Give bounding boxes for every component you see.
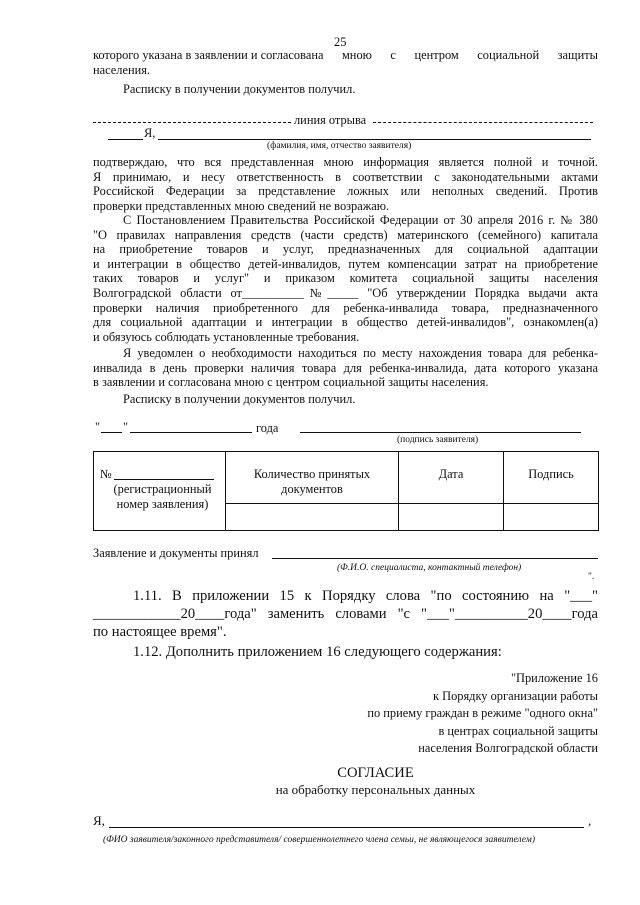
reg-number-header bbox=[100, 467, 225, 482]
appendix-line: "Приложение 16 bbox=[510, 671, 598, 685]
confirm-line: проверки представленных мною сведений не возражаю. bbox=[93, 198, 390, 213]
month-line bbox=[130, 432, 252, 433]
sign-header-cell: Подпись bbox=[504, 452, 599, 504]
date-quote-open: " bbox=[95, 420, 101, 434]
decree-paragraph bbox=[93, 213, 598, 344]
confirm-line: Я принимаю, и несу ответственность в соответствии с законодательными актами bbox=[93, 169, 598, 184]
tear-dash-right bbox=[373, 122, 593, 123]
fio-caption: (фамилия, имя, отчество заявителя) bbox=[267, 141, 412, 151]
day-line bbox=[101, 432, 122, 433]
decree-line: для социальной адаптации и интеграции в общество детей-инвалидов", ознакомлен(а) bbox=[93, 315, 598, 330]
reg-caption-2: номер заявления) bbox=[116, 497, 209, 511]
amendment-1-12: 1.12. Дополнить приложением 16 следующего содержания: bbox=[133, 644, 502, 660]
reg-number-cell bbox=[94, 452, 226, 531]
fio-caption-2: (ФИО заявителя/законного представителя/ совершеннолетнего члена семьи, не являющегося заявителем) bbox=[103, 835, 536, 845]
text-fragment: мною bbox=[341, 48, 372, 62]
notice-paragraph bbox=[93, 346, 598, 390]
ya-label: Я, bbox=[144, 126, 156, 140]
fio-line bbox=[158, 139, 591, 140]
reg-number-line bbox=[114, 479, 214, 480]
year-word: года bbox=[256, 421, 279, 435]
text-fragment: социальной bbox=[477, 48, 540, 62]
decree-line: и интеграции в общество детей-инвалидов, путем компенсации затрат на приобретение bbox=[93, 256, 598, 271]
appendix-header bbox=[300, 670, 598, 758]
signature-caption: (подпись заявителя) bbox=[397, 435, 479, 445]
receipt-text-2: Расписку в получении документов получил. bbox=[123, 392, 356, 406]
qty-value-cell bbox=[226, 504, 399, 531]
decree-line: "О правилах направления средств (части средств) материнского (семейного) капитала bbox=[93, 227, 598, 242]
qty-header-1: Количество принятых bbox=[253, 467, 371, 481]
sign-value-cell bbox=[504, 504, 599, 531]
decree-line: проверки наличия приобретенного для ребенка-инвалида товара, предназначенного bbox=[93, 300, 598, 315]
appendix-line: к Порядку организации работы bbox=[433, 688, 598, 703]
continuation-line bbox=[93, 48, 598, 63]
signature-line bbox=[300, 432, 581, 433]
date-quote-close: " bbox=[123, 420, 129, 434]
appendix-line: в центрах социальной защиты bbox=[438, 723, 598, 738]
amendment-line: 1.11. В приложении 15 к Порядку слова "по состоянию на "___" bbox=[133, 588, 598, 604]
decree-line: таких товаров и услуг" и приказом комитета социальной защиты населения bbox=[93, 271, 598, 286]
date-value-cell bbox=[399, 504, 504, 531]
fio-line-left bbox=[108, 139, 143, 140]
decree-line: С Постановлением Правительства Российской Федерации от 30 апреля 2016 г. № 380 bbox=[123, 213, 598, 227]
consent-title: СОГЛАСИЕ bbox=[337, 765, 414, 781]
number-sign: № bbox=[100, 467, 112, 481]
qty-header-2: документов bbox=[281, 482, 343, 496]
confirm-line: Российской Федерации за представление ложных или неполных сведений. Против bbox=[93, 184, 598, 199]
confirm-paragraph bbox=[93, 155, 598, 213]
reg-caption-1: (регистрационный bbox=[113, 482, 212, 496]
accepted-label: Заявление и документы принял bbox=[93, 546, 259, 560]
closing-quote: ". bbox=[588, 572, 595, 582]
notice-line: инвалида в день проверки наличия товара для ребенка-инвалида, дата которого указана bbox=[93, 360, 598, 375]
registration-table bbox=[93, 451, 599, 531]
decree-line: Волгоградской области от__________№_____ "Об утверждении Порядка выдачи акта bbox=[93, 285, 598, 300]
ya-label-2: Я, bbox=[93, 813, 105, 828]
decree-line: на приобретение товаров и услуг, предназначенных для социальной адаптации bbox=[93, 242, 598, 257]
notice-line: Я уведомлен о необходимости находиться по месту нахождения товара для ребенка- bbox=[123, 346, 598, 360]
tear-line-label: линия отрыва bbox=[294, 113, 367, 127]
page-number: 25 bbox=[334, 35, 347, 49]
date-header-cell: Дата bbox=[399, 452, 504, 504]
amendment-line: ____________20____года" заменить словами "с "___"__________20____года bbox=[93, 606, 598, 622]
confirm-line: подтверждаю, что вся представленная мною информация является полной и точной. bbox=[93, 155, 598, 169]
text-fragment: центром bbox=[414, 48, 459, 62]
amendment-1-11 bbox=[93, 587, 598, 641]
specialist-caption: (Ф.И.О. специалиста, контактный телефон) bbox=[337, 563, 522, 573]
text-fragment: с bbox=[390, 48, 396, 62]
specialist-line bbox=[272, 558, 598, 559]
table-row bbox=[94, 452, 599, 504]
decree-line: и обязуюсь соблюдать установленные требования. bbox=[93, 329, 360, 344]
appendix-line: по приему граждан в режиме "одного окна" bbox=[367, 706, 598, 721]
notice-line: в заявлении и согласована мною с центром социальной защиты населения. bbox=[93, 375, 489, 390]
fio-line-2 bbox=[109, 827, 584, 828]
text-fragment: которого указана в заявлении и согласована bbox=[93, 48, 324, 62]
qty-header-cell bbox=[226, 452, 399, 504]
appendix-line: населения Волгоградской области bbox=[418, 741, 598, 756]
consent-subtitle: на обработку персональных данных bbox=[275, 782, 476, 797]
receipt-text: Расписку в получении документов получил. bbox=[123, 82, 356, 96]
comma: , bbox=[588, 813, 592, 828]
text-fragment: защиты bbox=[557, 48, 598, 62]
tear-dash-left bbox=[93, 122, 291, 123]
continuation-line-2: населения. bbox=[93, 63, 151, 77]
amendment-line: по настоящее время". bbox=[93, 624, 227, 640]
